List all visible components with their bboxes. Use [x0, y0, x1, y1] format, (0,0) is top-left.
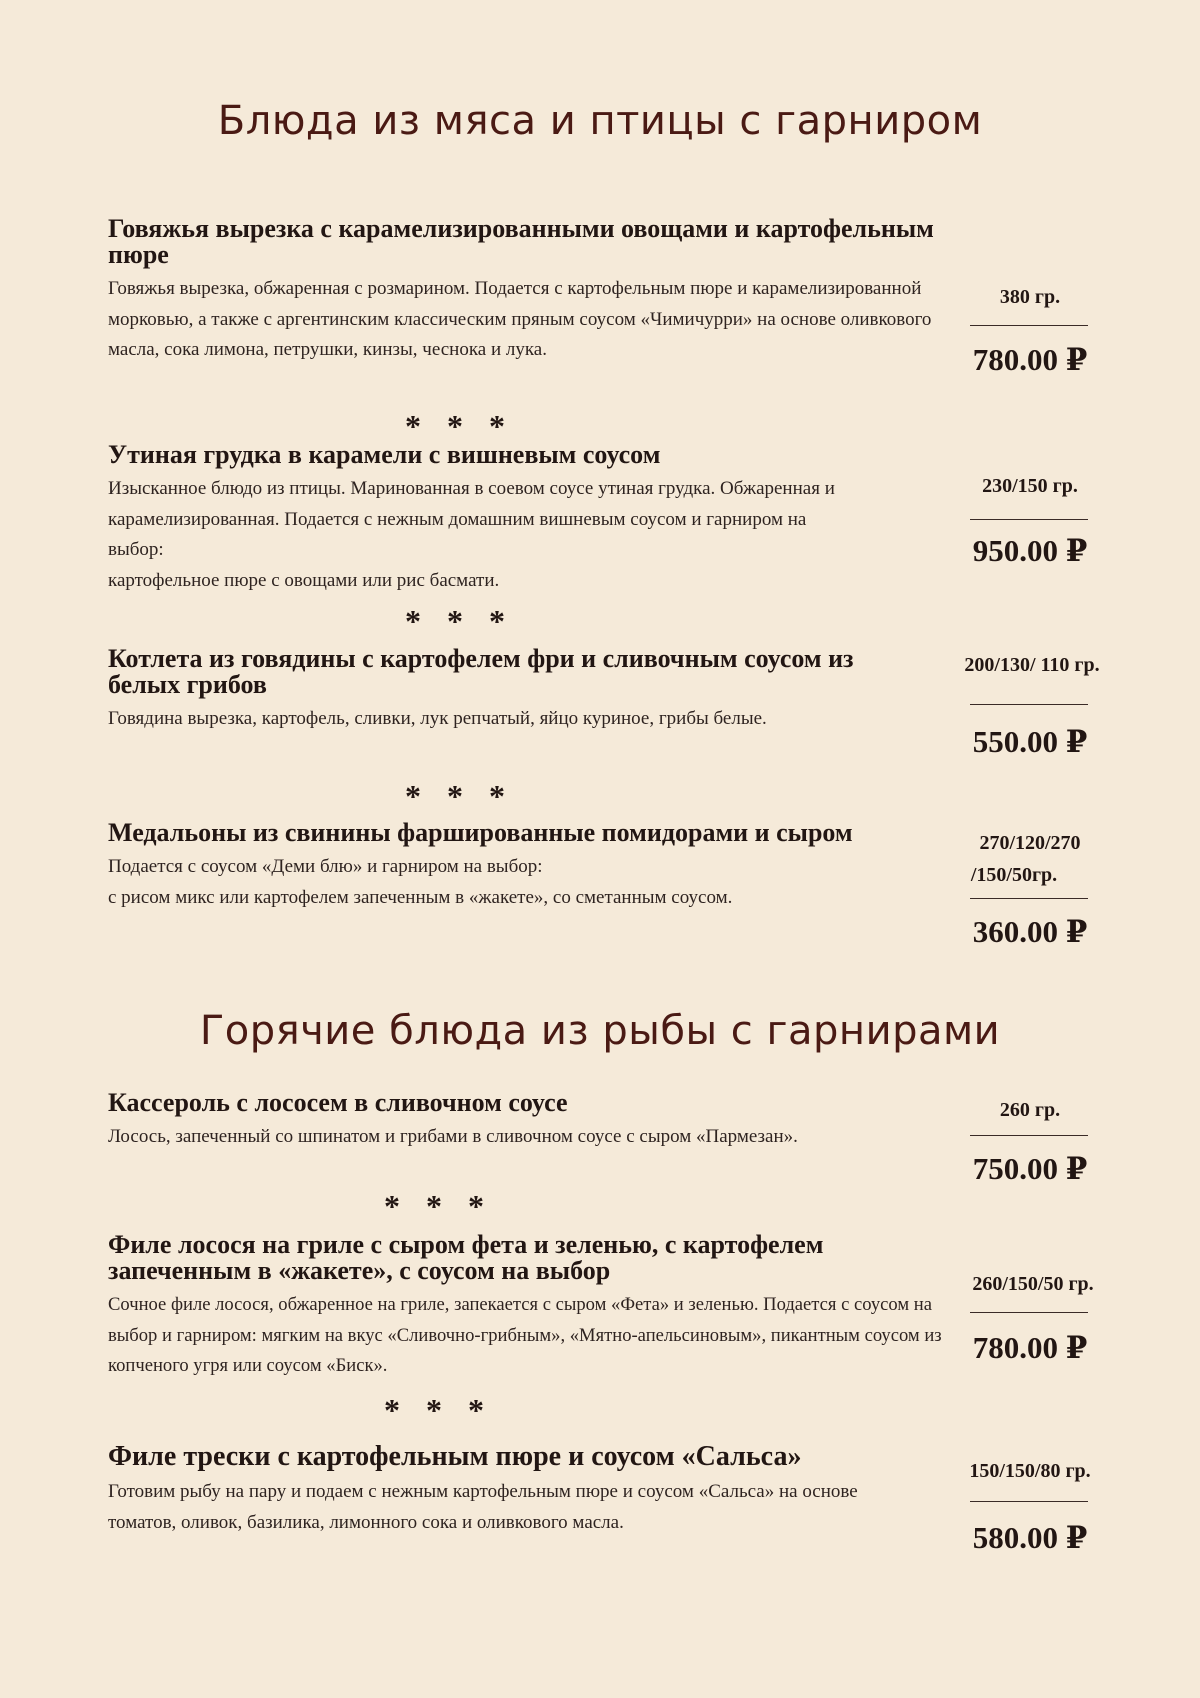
dish-name: Филе трески с картофельным пюре и соусом «Сальса»	[108, 1441, 802, 1472]
dish-description: Говяжья вырезка, обжаренная с розмарином. Подается с картофельным пюре и карамелизированной морковью, а также с аргентинским классическим пряным соусом «Чимичурри» на основе оливкового масла, сока лимона, петрушки, кинзы, чеснока и лука.	[108, 278, 932, 360]
dish-weight: 150/150/80 гр.	[969, 1460, 1091, 1482]
dish-price: 780.00 ₽	[972, 1330, 1088, 1365]
divider-line	[970, 898, 1088, 899]
divider-line	[970, 1312, 1088, 1313]
dish-name: Кассероль с лососем в сливочном соусе	[108, 1088, 568, 1117]
dish-weight-line2: /150/50гр.	[970, 864, 1058, 886]
dish-description: Изысканное блюдо из птицы. Маринованная в соевом соусе утиная грудка. Обжаренная и карамелизированная. Подается с нежным домашним вишневым соусом и гарниром на выбор:	[108, 478, 835, 560]
divider-line	[970, 519, 1088, 520]
section-title-fish: Горячие блюда из рыбы с гарнирами	[199, 1008, 1001, 1054]
section-title-meat: Блюда из мяса и птицы с гарниром	[217, 98, 983, 144]
dish-price: 780.00 ₽	[972, 342, 1088, 377]
dish-cod-fillet	[108, 1442, 948, 1538]
dish-price: 550.00 ₽	[972, 724, 1088, 759]
dish-description: Сочное филе лосося, обжаренное на гриле, запекается с сыром «Фета» и зеленью. Подается с соусом на выбор и гарниром: мягким на вкус «Сливочно-грибным», «Мятно-апельсиновым», пикантным соусом из копченого угря или соусом «Биск».	[108, 1294, 942, 1376]
separator-stars: ***	[405, 603, 531, 639]
dish-duck-breast	[108, 442, 948, 596]
dish-description: Подается с соусом «Деми блю» и гарниром на выбор:	[108, 856, 543, 877]
divider-line	[970, 325, 1088, 326]
dish-name: Филе лосося на гриле с сыром фета и зеленью, с картофелем запеченным в «жакете», с соусом на выбор	[108, 1230, 824, 1285]
separator-stars: ***	[405, 408, 531, 444]
dish-salmon-casserole	[108, 1090, 948, 1153]
dish-weight-line1: 270/120/270	[979, 832, 1081, 854]
dish-description: Лосось, запеченный со шпинатом и грибами в сливочном соусе с сыром «Пармезан».	[108, 1126, 798, 1147]
dish-weight: 230/150 гр.	[982, 475, 1078, 497]
divider-line	[970, 704, 1088, 705]
dish-pork-medallions	[108, 820, 948, 913]
dish-weight: 380 гр.	[999, 286, 1061, 308]
dish-description: Готовим рыбу на пару и подаем с нежным картофельным пюре и соусом «Сальса» на основе томатов, оливок, базилика, лимонного сока и оливкового масла.	[108, 1481, 858, 1533]
dish-name: Говяжья вырезка с карамелизированными овощами и картофельным пюре	[108, 214, 934, 269]
dish-description-extra: с рисом микс или картофелем запеченным в «жакете», со сметанным соусом.	[108, 886, 733, 908]
dish-price: 360.00 ₽	[972, 914, 1088, 949]
dish-description: Говядина вырезка, картофель, сливки, лук репчатый, яйцо куриное, грибы белые.	[108, 708, 767, 729]
divider-line	[970, 1135, 1088, 1136]
dish-price: 580.00 ₽	[972, 1520, 1088, 1555]
dish-grilled-salmon	[108, 1232, 943, 1382]
separator-stars: ***	[384, 1392, 510, 1428]
separator-stars: ***	[384, 1188, 510, 1224]
dish-weight: 260 гр.	[999, 1099, 1061, 1121]
dish-price: 750.00 ₽	[972, 1151, 1088, 1186]
dish-beef-cutlet	[108, 646, 948, 735]
dish-name: Котлета из говядины с картофелем фри и сливочным соусом из белых грибов	[108, 644, 854, 699]
dish-beef-tenderloin	[108, 216, 948, 366]
dish-name: Медальоны из свинины фаршированные помидорами и сыром	[108, 818, 853, 847]
divider-line	[970, 1501, 1088, 1502]
dish-description-extra: картофельное пюре с овощами или рис басмати.	[108, 569, 500, 591]
separator-stars: ***	[405, 778, 531, 814]
dish-weight: 260/150/50 гр.	[972, 1273, 1094, 1295]
dish-name: Утиная грудка в карамели с вишневым соусом	[108, 440, 661, 469]
dish-price: 950.00 ₽	[972, 533, 1088, 568]
dish-weight: 200/130/ 110 гр.	[964, 654, 1100, 676]
